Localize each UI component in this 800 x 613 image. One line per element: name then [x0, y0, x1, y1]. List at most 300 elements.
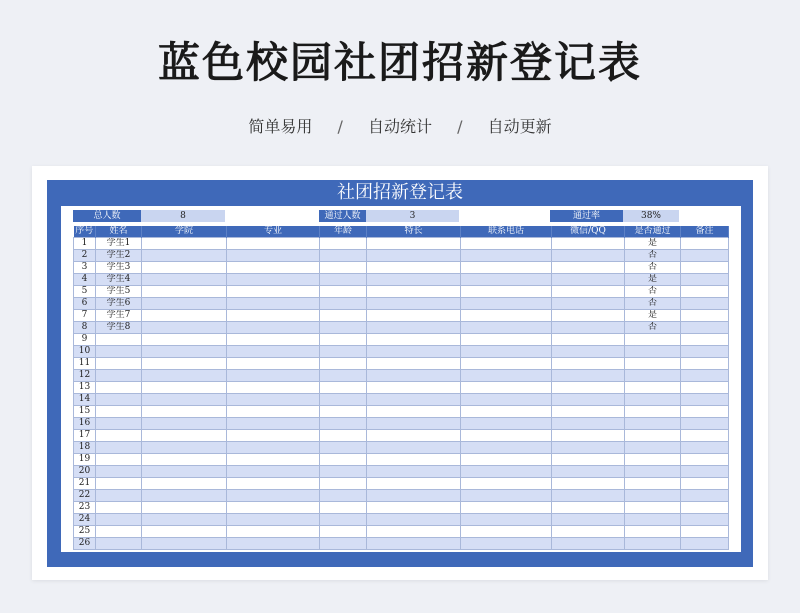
cell-specialty[interactable]	[367, 298, 461, 310]
cell-major[interactable]	[227, 250, 320, 262]
cell-no[interactable]: 26	[74, 538, 96, 550]
cell-passed[interactable]: 是	[625, 274, 681, 286]
cell-specialty[interactable]	[367, 382, 461, 394]
cell-specialty[interactable]	[367, 358, 461, 370]
cell-passed[interactable]	[625, 418, 681, 430]
cell-major[interactable]	[227, 310, 320, 322]
cell-specialty[interactable]	[367, 262, 461, 274]
cell-wechat-qq[interactable]	[552, 382, 625, 394]
cell-specialty[interactable]	[367, 514, 461, 526]
cell-notes[interactable]	[681, 418, 729, 430]
cell-no[interactable]: 12	[74, 370, 96, 382]
cell-age[interactable]	[320, 250, 367, 262]
cell-phone[interactable]	[461, 238, 552, 250]
cell-passed[interactable]	[625, 454, 681, 466]
cell-phone[interactable]	[461, 250, 552, 262]
cell-age[interactable]	[320, 502, 367, 514]
cell-wechat-qq[interactable]	[552, 358, 625, 370]
cell-phone[interactable]	[461, 502, 552, 514]
cell-college[interactable]	[142, 286, 227, 298]
cell-major[interactable]	[227, 430, 320, 442]
cell-age[interactable]	[320, 322, 367, 334]
cell-passed[interactable]	[625, 466, 681, 478]
cell-name[interactable]	[96, 478, 142, 490]
cell-specialty[interactable]	[367, 418, 461, 430]
cell-major[interactable]	[227, 262, 320, 274]
cell-wechat-qq[interactable]	[552, 286, 625, 298]
cell-major[interactable]	[227, 538, 320, 550]
cell-no[interactable]: 5	[74, 286, 96, 298]
cell-passed[interactable]: 否	[625, 322, 681, 334]
cell-notes[interactable]	[681, 250, 729, 262]
cell-major[interactable]	[227, 442, 320, 454]
cell-no[interactable]: 15	[74, 406, 96, 418]
cell-specialty[interactable]	[367, 406, 461, 418]
cell-phone[interactable]	[461, 490, 552, 502]
cell-passed[interactable]: 否	[625, 286, 681, 298]
cell-notes[interactable]	[681, 346, 729, 358]
cell-name[interactable]	[96, 418, 142, 430]
cell-phone[interactable]	[461, 286, 552, 298]
cell-notes[interactable]	[681, 442, 729, 454]
table-row	[74, 274, 729, 286]
cell-phone[interactable]	[461, 370, 552, 382]
cell-passed[interactable]	[625, 514, 681, 526]
cell-age[interactable]	[320, 538, 367, 550]
cell-wechat-qq[interactable]	[552, 274, 625, 286]
cell-major[interactable]	[227, 490, 320, 502]
cell-notes[interactable]	[681, 514, 729, 526]
cell-major[interactable]	[227, 478, 320, 490]
cell-age[interactable]	[320, 286, 367, 298]
cell-major[interactable]	[227, 358, 320, 370]
col-header-name: 姓名	[96, 226, 142, 238]
cell-specialty[interactable]	[367, 286, 461, 298]
table-row	[74, 334, 729, 346]
table-row	[74, 370, 729, 382]
cell-notes[interactable]	[681, 466, 729, 478]
col-header-major: 专业	[227, 226, 320, 238]
cell-college[interactable]	[142, 274, 227, 286]
table-row	[74, 406, 729, 418]
cell-phone[interactable]	[461, 274, 552, 286]
cell-no[interactable]: 19	[74, 454, 96, 466]
cell-age[interactable]	[320, 514, 367, 526]
cell-college[interactable]	[142, 298, 227, 310]
cell-major[interactable]	[227, 406, 320, 418]
cell-no[interactable]: 13	[74, 382, 96, 394]
cell-notes[interactable]	[681, 526, 729, 538]
cell-college[interactable]	[142, 334, 227, 346]
table-row	[74, 262, 729, 274]
cell-phone[interactable]	[461, 418, 552, 430]
cell-specialty[interactable]	[367, 466, 461, 478]
cell-name[interactable]	[96, 442, 142, 454]
cell-college[interactable]	[142, 358, 227, 370]
table-row	[74, 442, 729, 454]
cell-major[interactable]	[227, 418, 320, 430]
cell-wechat-qq[interactable]	[552, 538, 625, 550]
cell-name[interactable]	[96, 394, 142, 406]
cell-phone[interactable]	[461, 406, 552, 418]
cell-age[interactable]	[320, 370, 367, 382]
registration-table	[73, 226, 729, 550]
cell-notes[interactable]	[681, 322, 729, 334]
cell-no[interactable]: 10	[74, 346, 96, 358]
cell-college[interactable]	[142, 310, 227, 322]
cell-passed[interactable]	[625, 430, 681, 442]
table-row	[74, 490, 729, 502]
cell-name[interactable]	[96, 514, 142, 526]
cell-specialty[interactable]	[367, 538, 461, 550]
cell-name[interactable]: 学生2	[96, 250, 142, 262]
cell-passed[interactable]	[625, 526, 681, 538]
table-row	[74, 538, 729, 550]
cell-major[interactable]	[227, 286, 320, 298]
cell-notes[interactable]	[681, 502, 729, 514]
table-row	[74, 238, 729, 250]
cell-notes[interactable]	[681, 406, 729, 418]
table-row	[74, 286, 729, 298]
tag-separator: /	[457, 117, 463, 136]
cell-phone[interactable]	[461, 538, 552, 550]
cell-phone[interactable]	[461, 346, 552, 358]
col-header-notes: 备注	[681, 226, 729, 238]
cell-notes[interactable]	[681, 454, 729, 466]
cell-no[interactable]: 1	[74, 238, 96, 250]
table-row	[74, 250, 729, 262]
cell-phone[interactable]	[461, 298, 552, 310]
cell-passed[interactable]: 否	[625, 250, 681, 262]
cell-college[interactable]	[142, 418, 227, 430]
cell-college[interactable]	[142, 370, 227, 382]
cell-wechat-qq[interactable]	[552, 454, 625, 466]
cell-specialty[interactable]	[367, 250, 461, 262]
cell-name[interactable]: 学生3	[96, 262, 142, 274]
cell-phone[interactable]	[461, 514, 552, 526]
cell-passed[interactable]	[625, 394, 681, 406]
cell-age[interactable]	[320, 394, 367, 406]
cell-notes[interactable]	[681, 358, 729, 370]
sheet-card	[32, 166, 768, 580]
cell-wechat-qq[interactable]	[552, 250, 625, 262]
cell-name[interactable]	[96, 346, 142, 358]
cell-age[interactable]	[320, 358, 367, 370]
cell-name[interactable]	[96, 454, 142, 466]
cell-wechat-qq[interactable]	[552, 310, 625, 322]
cell-college[interactable]	[142, 538, 227, 550]
cell-college[interactable]	[142, 346, 227, 358]
table-row	[74, 466, 729, 478]
cell-name[interactable]	[96, 466, 142, 478]
cell-no[interactable]: 8	[74, 322, 96, 334]
cell-specialty[interactable]	[367, 490, 461, 502]
cell-notes[interactable]	[681, 262, 729, 274]
cell-wechat-qq[interactable]	[552, 406, 625, 418]
cell-no[interactable]: 7	[74, 310, 96, 322]
cell-passed[interactable]	[625, 370, 681, 382]
pass-rate-value[interactable]: 38%	[623, 210, 679, 222]
cell-major[interactable]	[227, 322, 320, 334]
cell-college[interactable]	[142, 466, 227, 478]
cell-specialty[interactable]	[367, 274, 461, 286]
cell-college[interactable]	[142, 478, 227, 490]
cell-no[interactable]: 24	[74, 514, 96, 526]
cell-phone[interactable]	[461, 478, 552, 490]
cell-specialty[interactable]	[367, 442, 461, 454]
cell-phone[interactable]	[461, 430, 552, 442]
cell-specialty[interactable]	[367, 526, 461, 538]
cell-phone[interactable]	[461, 466, 552, 478]
cell-college[interactable]	[142, 322, 227, 334]
cell-college[interactable]	[142, 514, 227, 526]
cell-college[interactable]	[142, 442, 227, 454]
table-row	[74, 430, 729, 442]
cell-wechat-qq[interactable]	[552, 334, 625, 346]
cell-no[interactable]: 2	[74, 250, 96, 262]
cell-no[interactable]: 21	[74, 478, 96, 490]
cell-college[interactable]	[142, 394, 227, 406]
cell-no[interactable]: 17	[74, 430, 96, 442]
cell-phone[interactable]	[461, 334, 552, 346]
cell-major[interactable]	[227, 502, 320, 514]
cell-name[interactable]	[96, 430, 142, 442]
cell-age[interactable]	[320, 382, 367, 394]
cell-specialty[interactable]	[367, 346, 461, 358]
spreadsheet-frame	[47, 180, 753, 567]
cell-wechat-qq[interactable]	[552, 430, 625, 442]
cell-wechat-qq[interactable]	[552, 466, 625, 478]
cell-notes[interactable]	[681, 490, 729, 502]
cell-specialty[interactable]	[367, 370, 461, 382]
cell-name[interactable]: 学生1	[96, 238, 142, 250]
table-row	[74, 454, 729, 466]
cell-specialty[interactable]	[367, 430, 461, 442]
cell-college[interactable]	[142, 238, 227, 250]
sheet-title: 社团招新登记表	[337, 182, 463, 203]
cell-age[interactable]	[320, 406, 367, 418]
cell-notes[interactable]	[681, 310, 729, 322]
tag-auto-update: 自动更新	[487, 117, 552, 136]
cell-college[interactable]	[142, 454, 227, 466]
cell-no[interactable]: 16	[74, 418, 96, 430]
col-header-no: 序号	[74, 226, 96, 238]
cell-passed[interactable]	[625, 406, 681, 418]
cell-passed[interactable]	[625, 334, 681, 346]
cell-college[interactable]	[142, 382, 227, 394]
cell-age[interactable]	[320, 274, 367, 286]
cell-name[interactable]: 学生6	[96, 298, 142, 310]
cell-notes[interactable]	[681, 286, 729, 298]
cell-phone[interactable]	[461, 454, 552, 466]
cell-notes[interactable]	[681, 394, 729, 406]
cell-passed[interactable]: 是	[625, 238, 681, 250]
cell-age[interactable]	[320, 490, 367, 502]
cell-name[interactable]	[96, 382, 142, 394]
cell-age[interactable]	[320, 262, 367, 274]
table-row	[74, 514, 729, 526]
cell-name[interactable]	[96, 490, 142, 502]
cell-wechat-qq[interactable]	[552, 370, 625, 382]
cell-notes[interactable]	[681, 238, 729, 250]
cell-no[interactable]: 25	[74, 526, 96, 538]
cell-notes[interactable]	[681, 370, 729, 382]
cell-specialty[interactable]	[367, 238, 461, 250]
cell-age[interactable]	[320, 298, 367, 310]
cell-no[interactable]: 18	[74, 442, 96, 454]
cell-no[interactable]: 9	[74, 334, 96, 346]
cell-major[interactable]	[227, 466, 320, 478]
cell-specialty[interactable]	[367, 502, 461, 514]
cell-wechat-qq[interactable]	[552, 394, 625, 406]
cell-age[interactable]	[320, 334, 367, 346]
cell-age[interactable]	[320, 418, 367, 430]
cell-passed[interactable]	[625, 490, 681, 502]
table-row	[74, 478, 729, 490]
cell-name[interactable]: 学生8	[96, 322, 142, 334]
cell-name[interactable]	[96, 406, 142, 418]
cell-wechat-qq[interactable]	[552, 262, 625, 274]
cell-no[interactable]: 11	[74, 358, 96, 370]
tag-easy: 简单易用	[248, 117, 313, 136]
cell-age[interactable]	[320, 466, 367, 478]
cell-name[interactable]: 学生4	[96, 274, 142, 286]
table-row	[74, 394, 729, 406]
cell-age[interactable]	[320, 238, 367, 250]
cell-major[interactable]	[227, 298, 320, 310]
cell-wechat-qq[interactable]	[552, 490, 625, 502]
cell-major[interactable]	[227, 454, 320, 466]
cell-no[interactable]: 20	[74, 466, 96, 478]
col-header-phone: 联系电话	[461, 226, 552, 238]
cell-name[interactable]: 学生7	[96, 310, 142, 322]
col-header-age: 年龄	[320, 226, 367, 238]
cell-phone[interactable]	[461, 310, 552, 322]
cell-specialty[interactable]	[367, 394, 461, 406]
cell-phone[interactable]	[461, 526, 552, 538]
cell-notes[interactable]	[681, 334, 729, 346]
cell-notes[interactable]	[681, 298, 729, 310]
cell-major[interactable]	[227, 514, 320, 526]
cell-wechat-qq[interactable]	[552, 526, 625, 538]
cell-age[interactable]	[320, 346, 367, 358]
table-row	[74, 322, 729, 334]
cell-age[interactable]	[320, 454, 367, 466]
cell-passed[interactable]: 是	[625, 310, 681, 322]
cell-major[interactable]	[227, 346, 320, 358]
total-count-value[interactable]: 8	[141, 210, 225, 222]
cell-college[interactable]	[142, 250, 227, 262]
cell-wechat-qq[interactable]	[552, 502, 625, 514]
cell-phone[interactable]	[461, 394, 552, 406]
cell-specialty[interactable]	[367, 322, 461, 334]
cell-specialty[interactable]	[367, 310, 461, 322]
cell-wechat-qq[interactable]	[552, 442, 625, 454]
cell-age[interactable]	[320, 442, 367, 454]
cell-passed[interactable]	[625, 382, 681, 394]
cell-name[interactable]	[96, 334, 142, 346]
cell-name[interactable]: 学生5	[96, 286, 142, 298]
cell-college[interactable]	[142, 490, 227, 502]
col-header-passed: 是否通过	[625, 226, 681, 238]
cell-college[interactable]	[142, 262, 227, 274]
cell-wechat-qq[interactable]	[552, 346, 625, 358]
cell-name[interactable]	[96, 502, 142, 514]
cell-major[interactable]	[227, 334, 320, 346]
cell-no[interactable]: 14	[74, 394, 96, 406]
cell-major[interactable]	[227, 394, 320, 406]
cell-major[interactable]	[227, 238, 320, 250]
cell-passed[interactable]	[625, 346, 681, 358]
cell-age[interactable]	[320, 310, 367, 322]
cell-passed[interactable]	[625, 358, 681, 370]
cell-specialty[interactable]	[367, 334, 461, 346]
table-row	[74, 346, 729, 358]
col-header-specialty: 特长	[367, 226, 461, 238]
cell-age[interactable]	[320, 430, 367, 442]
cell-notes[interactable]	[681, 430, 729, 442]
table-row	[74, 382, 729, 394]
cell-wechat-qq[interactable]	[552, 514, 625, 526]
cell-notes[interactable]	[681, 274, 729, 286]
cell-phone[interactable]	[461, 442, 552, 454]
cell-phone[interactable]	[461, 322, 552, 334]
cell-name[interactable]	[96, 538, 142, 550]
passed-count-label: 通过人数	[319, 210, 366, 222]
cell-age[interactable]	[320, 478, 367, 490]
cell-notes[interactable]	[681, 478, 729, 490]
cell-college[interactable]	[142, 526, 227, 538]
cell-name[interactable]	[96, 526, 142, 538]
cell-passed[interactable]	[625, 538, 681, 550]
cell-no[interactable]: 22	[74, 490, 96, 502]
cell-age[interactable]	[320, 526, 367, 538]
cell-college[interactable]	[142, 502, 227, 514]
cell-specialty[interactable]	[367, 454, 461, 466]
cell-notes[interactable]	[681, 538, 729, 550]
cell-major[interactable]	[227, 274, 320, 286]
cell-no[interactable]: 4	[74, 274, 96, 286]
cell-wechat-qq[interactable]	[552, 322, 625, 334]
cell-no[interactable]: 3	[74, 262, 96, 274]
cell-passed[interactable]	[625, 478, 681, 490]
cell-phone[interactable]	[461, 358, 552, 370]
cell-passed[interactable]: 否	[625, 298, 681, 310]
cell-phone[interactable]	[461, 382, 552, 394]
cell-major[interactable]	[227, 526, 320, 538]
cell-name[interactable]	[96, 370, 142, 382]
cell-passed[interactable]	[625, 502, 681, 514]
cell-wechat-qq[interactable]	[552, 478, 625, 490]
table-row	[74, 502, 729, 514]
cell-no[interactable]: 23	[74, 502, 96, 514]
cell-major[interactable]	[227, 370, 320, 382]
cell-specialty[interactable]	[367, 478, 461, 490]
cell-no[interactable]: 6	[74, 298, 96, 310]
cell-name[interactable]	[96, 358, 142, 370]
cell-passed[interactable]	[625, 442, 681, 454]
cell-phone[interactable]	[461, 262, 552, 274]
passed-count-value[interactable]: 3	[366, 210, 459, 222]
cell-college[interactable]	[142, 406, 227, 418]
cell-major[interactable]	[227, 382, 320, 394]
cell-wechat-qq[interactable]	[552, 298, 625, 310]
cell-wechat-qq[interactable]	[552, 418, 625, 430]
cell-wechat-qq[interactable]	[552, 238, 625, 250]
cell-passed[interactable]: 否	[625, 262, 681, 274]
cell-notes[interactable]	[681, 382, 729, 394]
cell-college[interactable]	[142, 430, 227, 442]
